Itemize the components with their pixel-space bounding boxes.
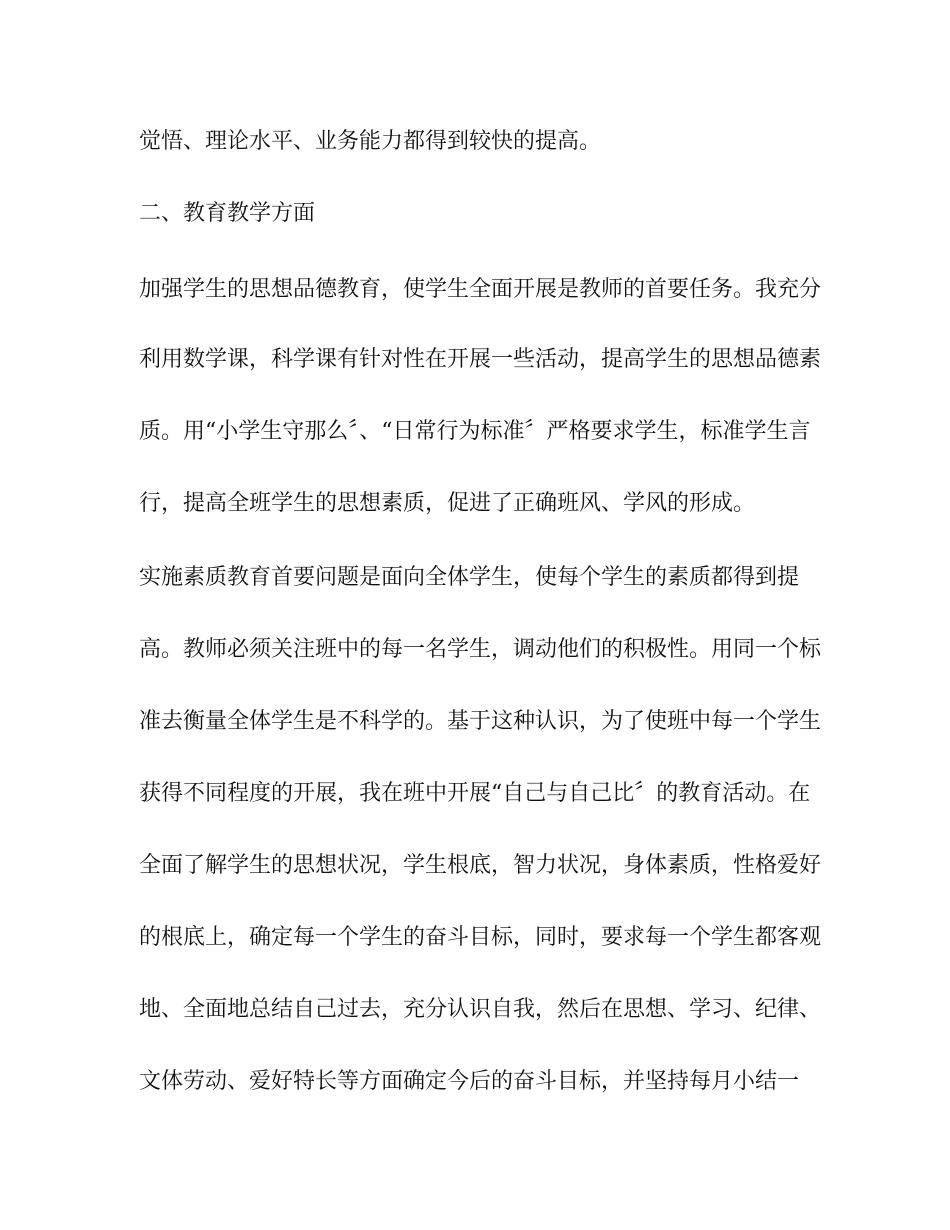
text-line: 利用数学课，科学课有针对性在开展一些活动，提高学生的思想品德素 [139,347,822,372]
text-line: 觉悟、理论水平、业务能力都得到较快的提高。 [139,129,602,154]
text-line: 的根底上，确定每一个学生的奋斗目标，同时，要求每一个学生都客观 [139,925,822,950]
text-line: 地、全面地总结自己过去，充分认识自我，然后在思想、学习、纪律、 [139,997,822,1022]
text-line: 获得不同程度的开展，我在班中开展“自己与自己比〞的教育活动。在 [139,781,811,806]
text-line: 全面了解学生的思想状况，学生根底，智力状况，身体素质，性格爱好 [139,853,822,878]
text-line: 加强学生的思想品德教育，使学生全面开展是教师的首要任务。我充分 [139,277,822,302]
text-line: 高。教师必须关注班中的每一名学生，调动他们的积极性。用同一个标 [139,637,822,662]
text-line: 准去衡量全体学生是不科学的。基于这种认识，为了使班中每一个学生 [139,709,822,734]
text-line: 实施素质教育首要问题是面向全体学生，使每个学生的素质都得到提 [139,565,800,590]
text-line: 文体劳动、爱好特长等方面确定今后的奋斗目标，并坚持每月小结一 [139,1069,800,1094]
text-line: 质。用“小学生守那么〞、“日常行为标准〞严格要求学生，标准学生言 [139,419,811,444]
section-heading: 二、教育教学方面 [139,201,316,226]
text-line: 行，提高全班学生的思想素质，促进了正确班风、学风的形成。 [139,491,756,516]
